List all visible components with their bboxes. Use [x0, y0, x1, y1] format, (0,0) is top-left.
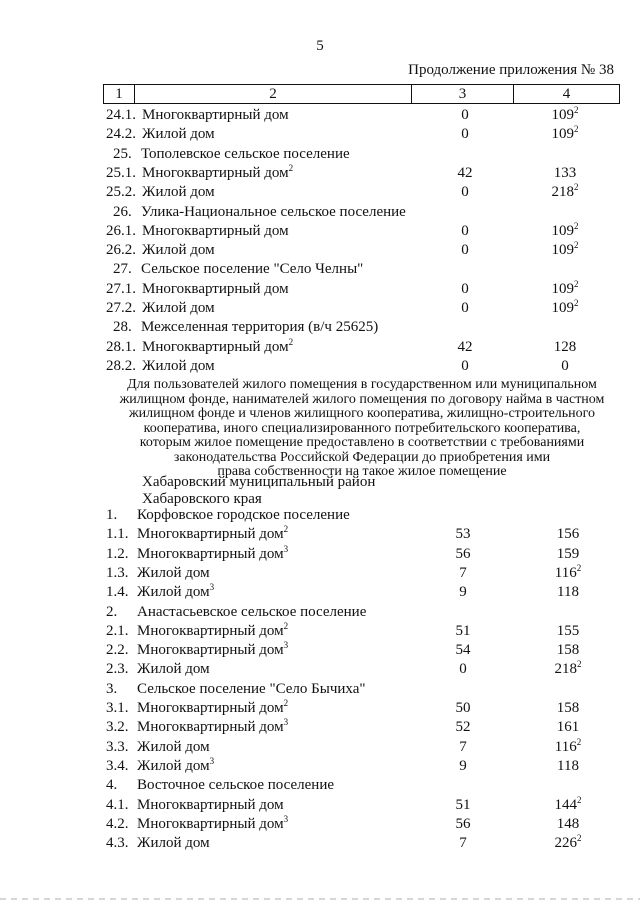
- table-row: [0, 525, 640, 544]
- table-row: [0, 357, 640, 376]
- row-name: [137, 622, 288, 641]
- col4-value: [538, 738, 598, 757]
- col4-value-text: 118: [557, 584, 579, 601]
- col4-value-text: 158: [556, 700, 580, 716]
- col3-value: 53: [455, 526, 471, 543]
- col4-value-text: 0: [561, 357, 569, 374]
- table-row: [0, 583, 640, 602]
- row-name: [137, 738, 210, 757]
- row-name: [137, 815, 288, 834]
- row-number: 4.1.: [106, 796, 129, 813]
- table-row: [0, 718, 640, 737]
- col4-value-text: 159: [556, 545, 580, 562]
- footnote-mark: 3: [283, 717, 289, 728]
- footnote-mark: 2: [577, 833, 582, 844]
- row-name-text: Восточное сельское поселение: [137, 777, 335, 794]
- col3-value: 0: [461, 126, 469, 143]
- row-name-text: Многоквартирный дом: [142, 338, 289, 355]
- row-name: [142, 338, 293, 357]
- header-col-2: 2: [135, 85, 412, 103]
- row-name: [137, 834, 210, 853]
- col3-value: 0: [461, 242, 469, 259]
- row-name-text: Жилой дом: [142, 126, 215, 143]
- col4-value: [538, 718, 598, 737]
- col4-value: [538, 545, 598, 564]
- col4-value: [535, 222, 595, 241]
- row-number: 28.: [113, 319, 132, 336]
- col4-value-text: 148: [556, 815, 580, 832]
- section-row: [0, 318, 640, 337]
- row-name: [141, 145, 350, 164]
- row-number: 2.3.: [106, 661, 129, 678]
- table-row: [0, 222, 640, 241]
- col4-value: [538, 815, 598, 834]
- row-name: [141, 318, 378, 337]
- paragraph-line: жилищном фонде, нанимателей жилого помещения по договору найма в частном: [119, 391, 605, 407]
- footnote-mark: 2: [283, 620, 289, 631]
- footnote-mark: 2: [574, 220, 579, 231]
- category-paragraph: [92, 378, 632, 480]
- row-number: 3.4.: [106, 757, 129, 774]
- row-name-text: Тополевское сельское поселение: [141, 145, 350, 162]
- footnote-mark: 2: [577, 794, 582, 805]
- col3-value: 42: [457, 164, 473, 181]
- paragraph-line: права собственности на такое жилое помещение: [217, 464, 507, 479]
- row-name-text: Жилой дом: [142, 357, 215, 374]
- table-row: [0, 660, 640, 679]
- row-name: [142, 164, 293, 183]
- row-number: 25.1.: [106, 164, 136, 181]
- col4-value-text: 133: [553, 164, 577, 181]
- row-number: 4.3.: [106, 835, 129, 852]
- paragraph-line: жилищном фонде и членов жилищного кооператива, жилищно-строительного: [128, 406, 596, 421]
- row-number: 3.2.: [106, 719, 129, 736]
- col4-value-text: 109: [551, 126, 574, 143]
- row-number: 26.2.: [106, 242, 136, 259]
- table-row: [0, 164, 640, 183]
- footnote-mark: 3: [209, 582, 215, 593]
- row-name-text: Жилой дом: [142, 300, 215, 316]
- row-number: 24.2.: [106, 126, 136, 143]
- section-row: [0, 776, 640, 795]
- row-name: [142, 106, 289, 125]
- footnote-mark: 2: [574, 105, 579, 115]
- section-row: [0, 506, 640, 525]
- col4-value-text: 128: [553, 338, 577, 355]
- col4-value-text: 109: [551, 280, 574, 297]
- col4-value-text: 109: [551, 242, 574, 259]
- table-row: [0, 815, 640, 834]
- row-name: [137, 603, 366, 622]
- district-line: Хабаровского края: [142, 491, 262, 507]
- row-number: 3.1.: [106, 700, 129, 716]
- row-name: [137, 680, 366, 699]
- col3-value: 51: [455, 796, 471, 813]
- col4-value: [538, 622, 598, 641]
- col4-value: [535, 183, 595, 202]
- col3-value: 42: [457, 338, 473, 355]
- row-name: [141, 203, 406, 222]
- col4-value: [535, 164, 595, 183]
- row-number: 28.2.: [106, 357, 136, 374]
- row-number: 26.: [113, 203, 132, 220]
- row-name-text: Многоквартирный дом: [142, 280, 289, 297]
- row-name: [142, 280, 289, 299]
- footnote-mark: 2: [574, 240, 579, 251]
- header-col-3: 3: [412, 85, 514, 103]
- row-number: 27.1.: [106, 280, 136, 297]
- footnote-mark: 3: [283, 640, 289, 651]
- header-col-4: 4: [562, 85, 571, 102]
- row-name-text: Сельское поселение "Село Бычиха": [137, 680, 366, 697]
- row-name: [137, 506, 350, 525]
- row-name-text: Многоквартирный дом: [137, 622, 284, 639]
- col4-value: [538, 641, 598, 660]
- footnote-mark: 2: [576, 562, 582, 573]
- row-name-text: Многоквартирный дом: [137, 545, 284, 562]
- col3-value: 52: [455, 719, 471, 736]
- col3-value: 7: [459, 564, 467, 581]
- row-name-text: Многоквартирный дом: [142, 164, 289, 181]
- col3-value: 0: [461, 280, 469, 297]
- row-name: [137, 525, 288, 544]
- col3-value: 7: [459, 738, 467, 755]
- col4-value: [535, 299, 595, 318]
- row-name-text: Многоквартирный дом: [137, 796, 284, 813]
- row-name-text: Многоквартирный дом: [137, 700, 284, 716]
- footnote-mark: 2: [283, 698, 289, 708]
- row-number: 2.1.: [106, 622, 129, 639]
- table-row: [0, 834, 640, 853]
- col4-value: [538, 525, 598, 544]
- footnote-mark: 2: [574, 298, 579, 308]
- table-header: [103, 84, 620, 104]
- col4-value: [535, 106, 595, 125]
- row-number: 2.: [106, 603, 118, 620]
- scan-artifact-line: [0, 898, 640, 900]
- row-name-text: Сельское поселение "Село Челны": [141, 261, 364, 278]
- footnote-mark: 2: [574, 124, 579, 135]
- col4-value-text: 116: [554, 738, 577, 755]
- row-name-text: Многоквартирный дом: [137, 815, 284, 832]
- row-name-text: Жилой дом: [137, 564, 210, 581]
- row-name-text: Жилой дом: [137, 584, 210, 601]
- table-row: [0, 241, 640, 260]
- row-name: [137, 583, 214, 602]
- paragraph-line: законодательства Российской Федерации до приобретения ими: [173, 449, 551, 465]
- col4-value-text: 144: [554, 796, 577, 813]
- row-name: [137, 757, 214, 776]
- row-number: 26.1.: [106, 222, 136, 239]
- col3-value: 9: [459, 584, 467, 601]
- table-row: [0, 545, 640, 564]
- col4-value-text: 226: [554, 835, 577, 852]
- row-name: [142, 183, 215, 202]
- col4-value-text: 109: [551, 222, 574, 239]
- table-row: [0, 564, 640, 583]
- col3-value: 0: [461, 107, 469, 123]
- footnote-mark: 3: [283, 813, 289, 824]
- footnote-mark: 2: [283, 524, 289, 535]
- col4-value-text: 109: [551, 107, 574, 123]
- row-name-text: Жилой дом: [137, 738, 210, 755]
- table-row: [0, 699, 640, 718]
- row-name: [142, 222, 289, 241]
- row-number: 25.2.: [106, 184, 136, 201]
- row-number: 1.4.: [106, 584, 129, 601]
- col4-value-text: 118: [557, 757, 579, 774]
- row-number: 24.1.: [106, 107, 136, 123]
- row-name-text: Жилой дом: [142, 184, 215, 201]
- table-row: [0, 622, 640, 641]
- section-row: [0, 260, 640, 279]
- footnote-mark: 2: [574, 182, 579, 193]
- row-name-text: Жилой дом: [137, 835, 210, 852]
- row-name-text: Многоквартирный дом: [137, 719, 284, 736]
- page-number: 5: [316, 38, 324, 54]
- col3-value: 0: [459, 661, 467, 678]
- col3-value: 7: [459, 835, 467, 852]
- footnote-mark: 2: [576, 736, 582, 747]
- section-row: [0, 145, 640, 164]
- col3-value: 0: [461, 357, 469, 374]
- col4-value: [538, 699, 598, 718]
- footnote-mark: 2: [288, 162, 294, 173]
- row-name: [137, 641, 288, 660]
- row-name-text: Корфовское городское поселение: [137, 507, 350, 523]
- row-name: [142, 125, 215, 144]
- row-name-text: Жилой дом: [137, 757, 210, 774]
- district-heading: [142, 474, 375, 508]
- col3-value: 56: [455, 815, 471, 832]
- col4-value-text: 116: [554, 564, 577, 581]
- col3-value: 9: [459, 757, 467, 774]
- table-row: [0, 641, 640, 660]
- table-row: [0, 738, 640, 757]
- section-row: [0, 603, 640, 622]
- row-name-text: Жилой дом: [142, 242, 215, 259]
- footnote-mark: 3: [283, 543, 289, 554]
- row-name: [137, 660, 210, 679]
- row-number: 3.3.: [106, 738, 129, 755]
- row-name: [137, 699, 288, 718]
- col3-value: 0: [461, 222, 469, 239]
- col3-value: 50: [455, 700, 471, 716]
- row-name-text: Межселенная территория (в/ч 25625): [141, 319, 379, 336]
- row-name: [137, 545, 288, 564]
- footnote-mark: 2: [288, 336, 294, 347]
- col3-value: 0: [461, 184, 469, 201]
- row-number: 25.: [113, 145, 132, 162]
- table-row: [0, 299, 640, 318]
- row-number: 1.1.: [106, 526, 129, 543]
- row-name: [142, 299, 215, 318]
- col4-value: [535, 241, 595, 260]
- table-row: [0, 338, 640, 357]
- col4-value: [538, 796, 598, 815]
- table-row: [0, 183, 640, 202]
- col4-value-text: 156: [556, 526, 580, 543]
- row-name-text: Многоквартирный дом: [142, 107, 289, 123]
- col4-value-text: 218: [554, 661, 577, 678]
- table-row: [0, 796, 640, 815]
- row-name: [137, 776, 334, 795]
- col4-value: [535, 125, 595, 144]
- col4-value: [538, 757, 598, 776]
- district-line: Хабаровский муниципальный район: [142, 474, 376, 490]
- row-number: 1.: [106, 507, 118, 523]
- row-name: [137, 564, 210, 583]
- col4-value: [535, 280, 595, 299]
- section-row: [0, 203, 640, 222]
- col4-value: [535, 338, 595, 357]
- row-name: [137, 796, 284, 815]
- header-col-1: 1: [104, 85, 135, 103]
- table-row: [0, 106, 640, 125]
- row-number: 3.: [106, 680, 118, 697]
- col4-value: [538, 564, 598, 583]
- section-row: [0, 680, 640, 699]
- row-name-text: Многоквартирный дом: [137, 642, 284, 659]
- col4-value-text: 109: [551, 300, 574, 316]
- row-name: [142, 241, 215, 260]
- row-number: 1.3.: [106, 564, 129, 581]
- row-number: 2.2.: [106, 642, 129, 659]
- row-name: [142, 357, 215, 376]
- col3-value: 51: [455, 622, 471, 639]
- col4-value-text: 161: [556, 719, 580, 736]
- paragraph-line: Для пользователей жилого помещения в государственном или муниципальном: [127, 377, 597, 392]
- row-name-text: Улика-Национальное сельское поселение: [141, 203, 406, 220]
- col4-value-text: 155: [556, 622, 580, 639]
- col4-value: [538, 583, 598, 602]
- col3-value: 54: [455, 642, 471, 659]
- col4-value-text: 158: [556, 642, 580, 659]
- row-number: 28.1.: [106, 338, 136, 355]
- col3-value: 0: [461, 300, 469, 316]
- footnote-mark: 3: [209, 755, 215, 766]
- table-row: [0, 280, 640, 299]
- footnote-mark: 2: [574, 278, 579, 289]
- row-number: 27.: [113, 261, 132, 278]
- paragraph-line: кооператива, иного специализированного потребительского кооператива,: [143, 420, 581, 436]
- table-row: [0, 757, 640, 776]
- col4-value-text: 218: [551, 184, 574, 201]
- col3-value: 56: [455, 545, 471, 562]
- table-row: [0, 125, 640, 144]
- col4-value: [538, 834, 598, 853]
- footnote-mark: 2: [577, 659, 582, 670]
- row-number: 27.2.: [106, 300, 136, 316]
- col4-value: [538, 660, 598, 679]
- row-name-text: Анастасьевское сельское поселение: [137, 603, 367, 620]
- row-name-text: Жилой дом: [137, 661, 210, 678]
- row-name: [141, 260, 363, 279]
- row-name: [137, 718, 288, 737]
- col4-value: [535, 357, 595, 376]
- row-number: 1.2.: [106, 545, 129, 562]
- paragraph-line: которым жилое помещение предоставлено в соответствии с требованиями: [139, 435, 585, 450]
- row-name-text: Многоквартирный дом: [137, 526, 284, 543]
- row-name-text: Многоквартирный дом: [142, 222, 289, 239]
- appendix-note: Продолжение приложения № 38: [408, 62, 614, 78]
- row-number: 4.: [106, 777, 118, 794]
- row-number: 4.2.: [106, 815, 129, 832]
